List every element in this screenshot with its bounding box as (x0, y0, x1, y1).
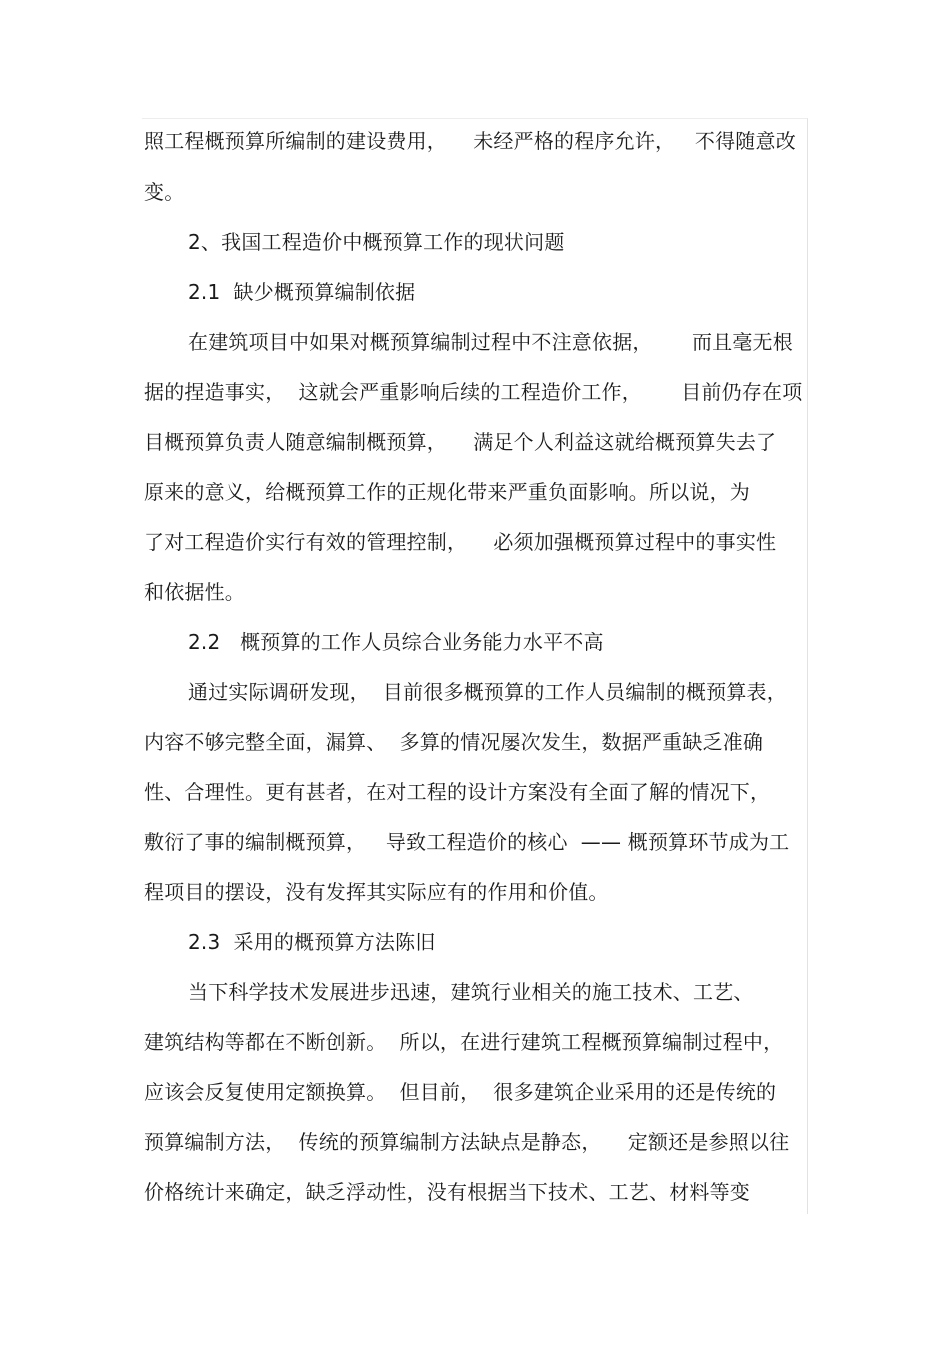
body-line: 预算编制方法， 传统的预算编制方法缺点是静态， 定额还是参照以往 (144, 1130, 790, 1154)
body-line: 建筑结构等都在不断创新。 所以，在进行建筑工程概预算编制过程中， (144, 1030, 784, 1054)
paragraph-first-line: 当下科学技术发展进步迅速，建筑行业相关的施工技术、工艺、 (188, 980, 754, 1004)
body-line: 应该会反复使用定额换算。 但目前， 很多建筑企业采用的还是传统的 (144, 1080, 777, 1104)
body-line: 原来的意义，给概预算工作的正规化带来严重负面影响。所以说，为 (144, 480, 750, 504)
body-line: 程项目的摆设，没有发挥其实际应有的作用和价值。 (144, 880, 609, 904)
section-heading: 2、我国工程造价中概预算工作的现状问题 (188, 230, 565, 254)
body-line: 内容不够完整全面，漏算、 多算的情况屡次发生，数据严重缺乏准确 (144, 730, 764, 754)
body-line: 价格统计来确定，缺乏浮动性，没有根据当下技术、工艺、材料等变 (144, 1180, 750, 1204)
paragraph-first-line: 通过实际调研发现， 目前很多概预算的工作人员编制的概预算表， (188, 680, 787, 704)
body-line: 了对工程造价实行有效的管理控制， 必须加强概预算过程中的事实性 (144, 530, 777, 554)
body-line: 据的捏造事实， 这就会严重影响后续的工程造价工作， 目前仍存在项 (144, 380, 803, 404)
paragraph-first-line: 在建筑项目中如果对概预算编制过程中不注意依据， 而且毫无根 (188, 330, 793, 354)
subsection-heading: 2.2 概预算的工作人员综合业务能力水平不高 (188, 630, 604, 654)
subsection-heading: 2.3 采用的概预算方法陈旧 (188, 930, 436, 954)
body-line: 性、合理性。更有甚者，在对工程的设计方案没有全面了解的情况下， (144, 780, 771, 804)
body-line: 变。 (144, 180, 185, 204)
subsection-heading: 2.1 缺少概预算编制依据 (188, 280, 416, 304)
body-line: 和依据性。 (144, 580, 245, 604)
body-line: 敷衍了事的编制概预算， 导致工程造价的核心 —— 概预算环节成为工 (144, 830, 790, 854)
body-line: 照工程概预算所编制的建设费用， 未经严格的程序允许， 不得随意改 (144, 129, 796, 153)
body-line: 目概预算负责人随意编制概预算， 满足个人利益这就给概预算失去了 (144, 430, 777, 454)
